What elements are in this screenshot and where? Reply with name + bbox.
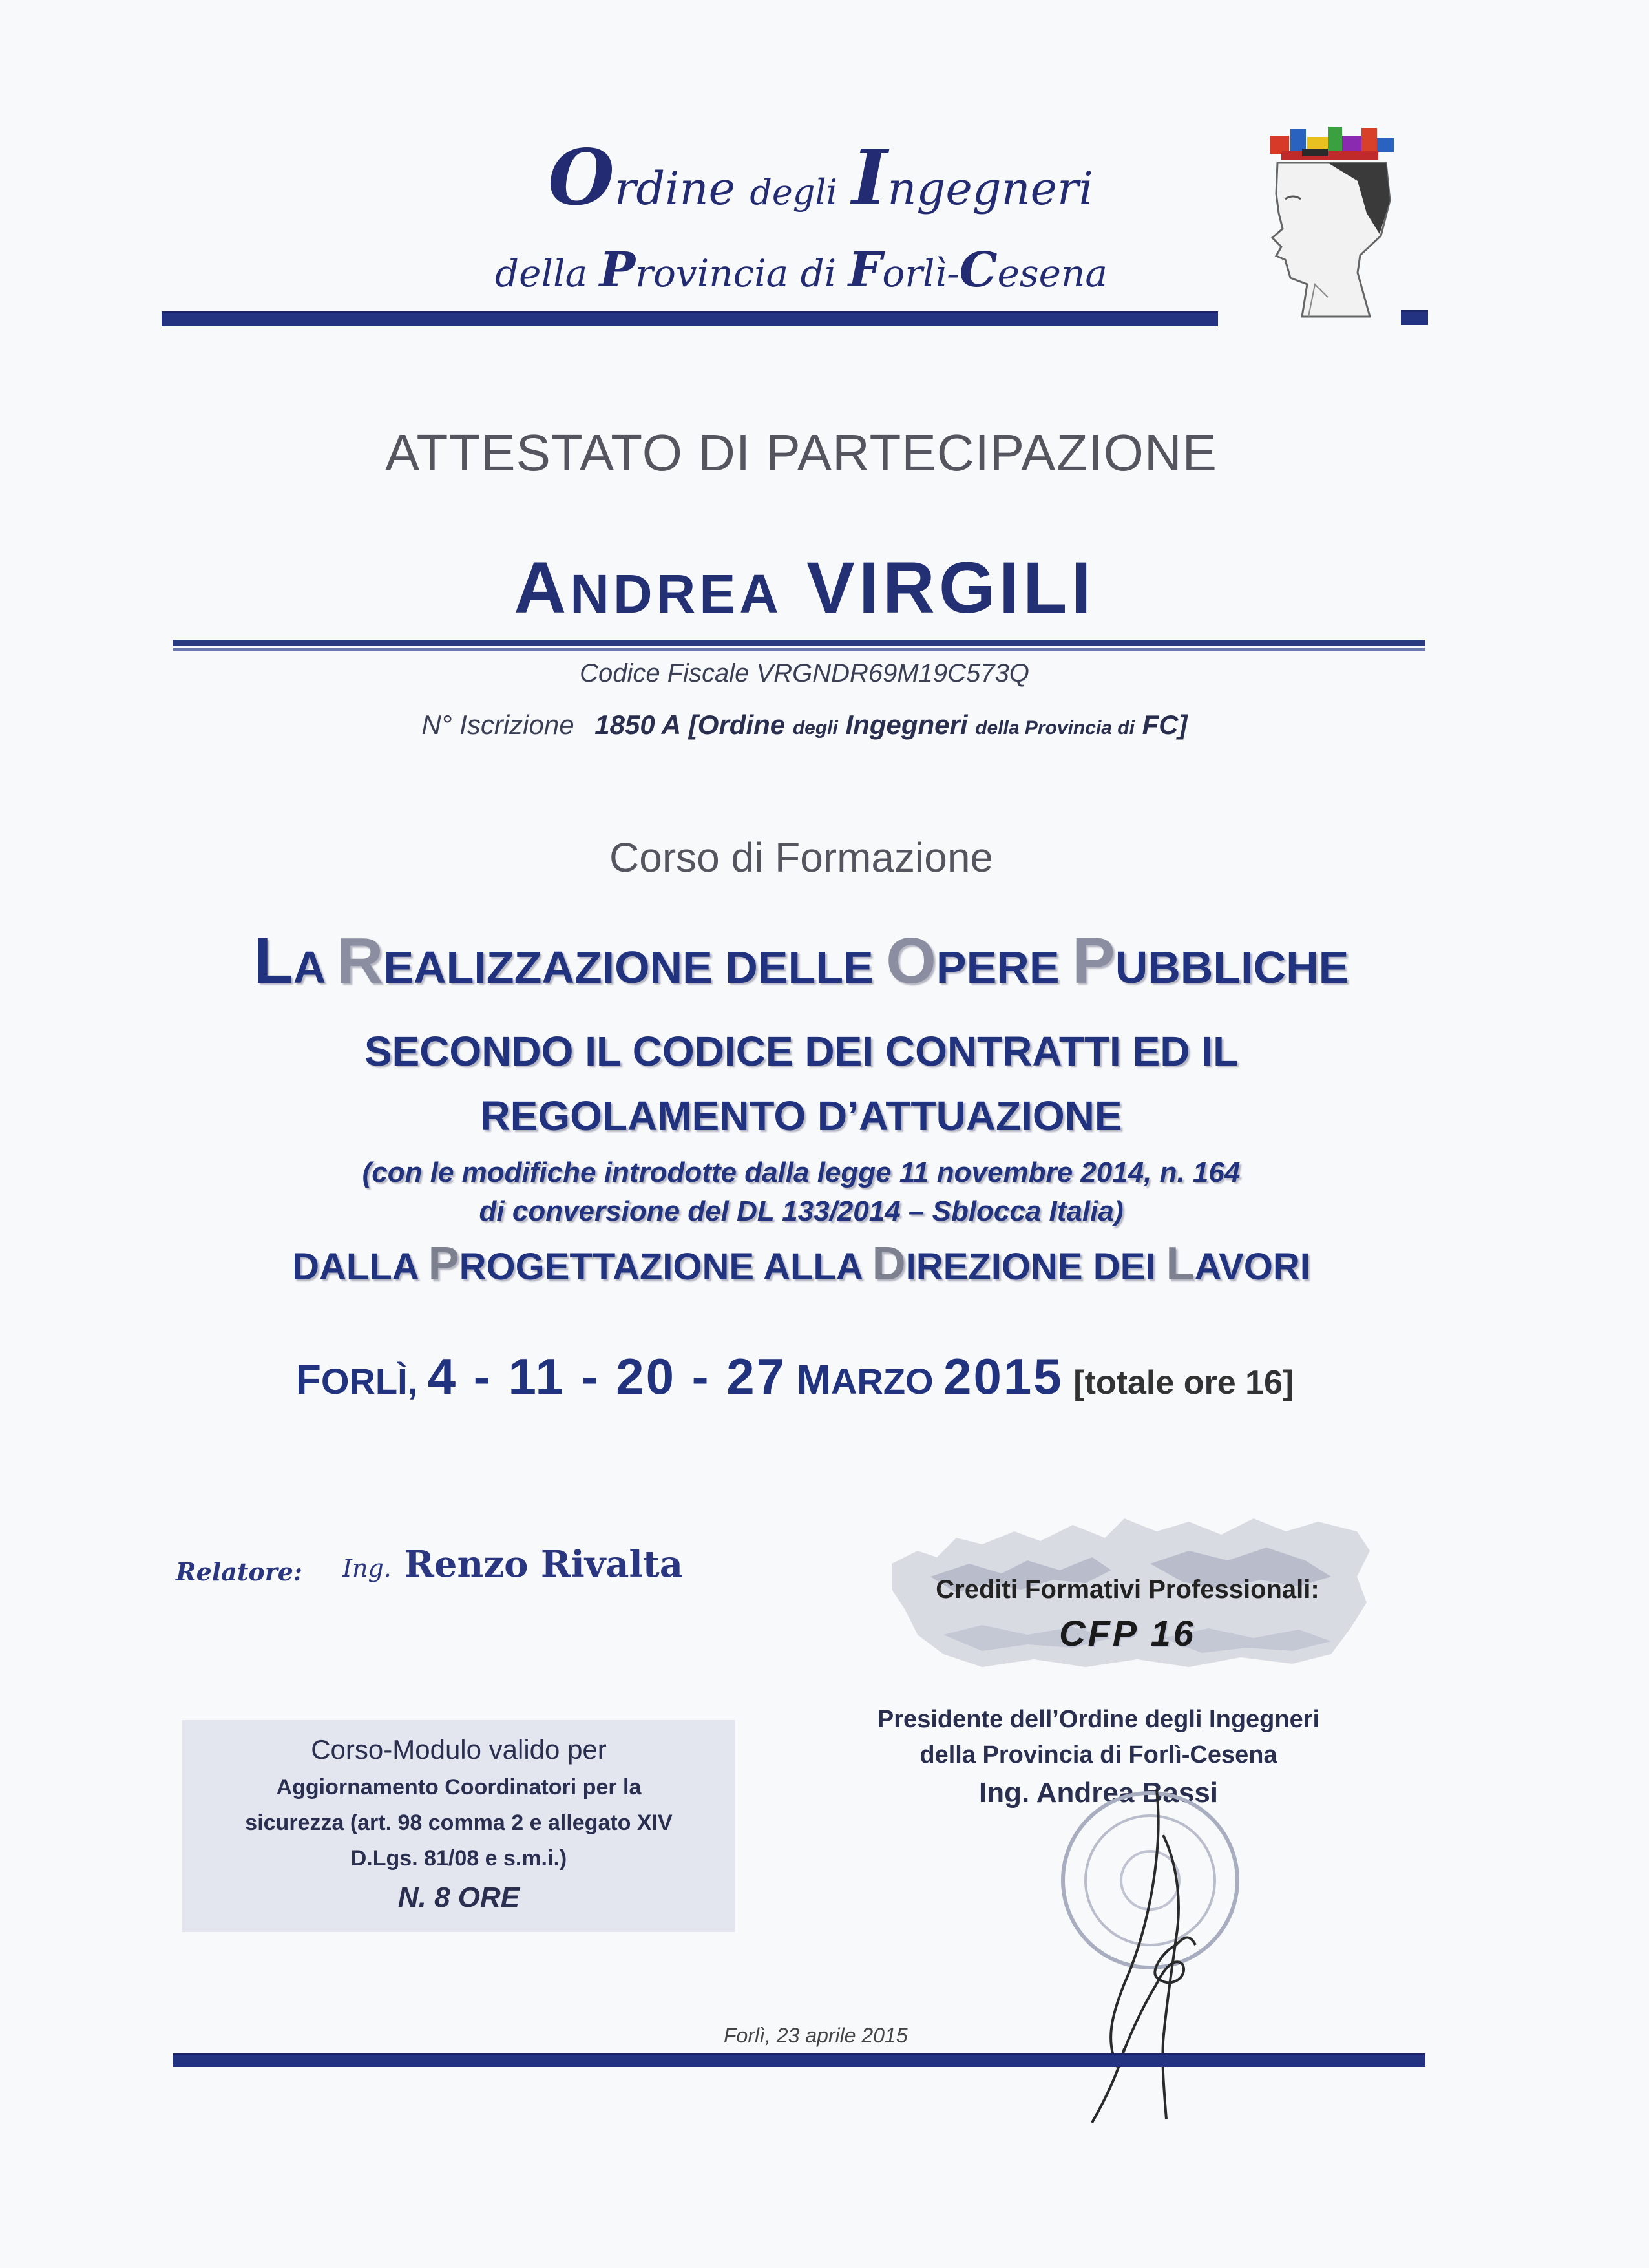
footer-divider (173, 2053, 1425, 2067)
course-dates: FORLÌ, 4 - 11 - 20 - 27 MARZO 2015 [totale ore 16] (295, 1348, 1294, 1405)
codice-fiscale: Codice Fiscale VRGNDR69M19C573Q (580, 659, 1029, 688)
modulo-line4: D.Lgs. 81/08 e s.m.i.) (350, 1846, 567, 1871)
header-divider (162, 311, 1218, 326)
order-logo-icon (1231, 123, 1405, 323)
place-date: Forlì, 23 aprile 2015 (724, 2024, 908, 2047)
iscrizione-line: N° Iscrizione 1850 A [Ordine degli Ingegneri della Provincia di FC] (421, 709, 1188, 740)
relatore-label: Relatore: (176, 1557, 302, 1586)
name-divider (173, 640, 1425, 646)
participant-name: ANDREA VIRGILI (514, 547, 1095, 628)
president-title-line2: della Provincia di Forlì-Cesena (919, 1741, 1277, 1769)
cfp-label: Crediti Formativi Professionali: (936, 1575, 1319, 1604)
name-divider-shadow (173, 648, 1425, 651)
stamp-signature-icon (1027, 1770, 1260, 2132)
president-name: Ing. Andrea Bassi (978, 1777, 1219, 1809)
cfp-value: CFP 16 (1059, 1613, 1196, 1654)
course-title-line2: SECONDO IL CODICE DEI CONTRATTI ED IL (364, 1028, 1239, 1075)
course-heading: Corso di Formazione (609, 834, 993, 881)
course-title-line3: REGOLAMENTO D’ATTUAZIONE (480, 1093, 1122, 1139)
relatore-name: Ing. Renzo Rivalta (342, 1543, 683, 1586)
modulo-hours: N. 8 ORE (397, 1882, 520, 1913)
header-province: della Provincia di Forlì-Cesena (495, 242, 1108, 298)
header-order-name: Ordine degli Ingegneri (548, 132, 1093, 222)
president-title-line1: Presidente dell’Ordine degli Ingegneri (877, 1706, 1320, 1733)
modulo-box (182, 1720, 735, 1932)
modulo-line1: Corso-Modulo valido per (311, 1734, 607, 1765)
certificate-title: ATTESTATO DI PARTECIPAZIONE (385, 424, 1217, 481)
course-title-line1: LA REALIZZAZIONE DELLE OPERE PUBBLICHE (253, 925, 1349, 997)
modulo-line3: sicurezza (art. 98 comma 2 e allegato XIV (245, 1811, 673, 1835)
course-note-line2: di conversione del DL 133/2014 – Sblocca Italia) (479, 1195, 1124, 1227)
course-title-line4: DALLA PROGETTAZIONE ALLA DIREZIONE DEI LAVORI (292, 1238, 1310, 1290)
course-note-line1: (con le modifiche introdotte dalla legge 11 novembre 2014, n. 164 (362, 1157, 1241, 1188)
modulo-line2: Aggiornamento Coordinatori per la (276, 1775, 642, 1800)
